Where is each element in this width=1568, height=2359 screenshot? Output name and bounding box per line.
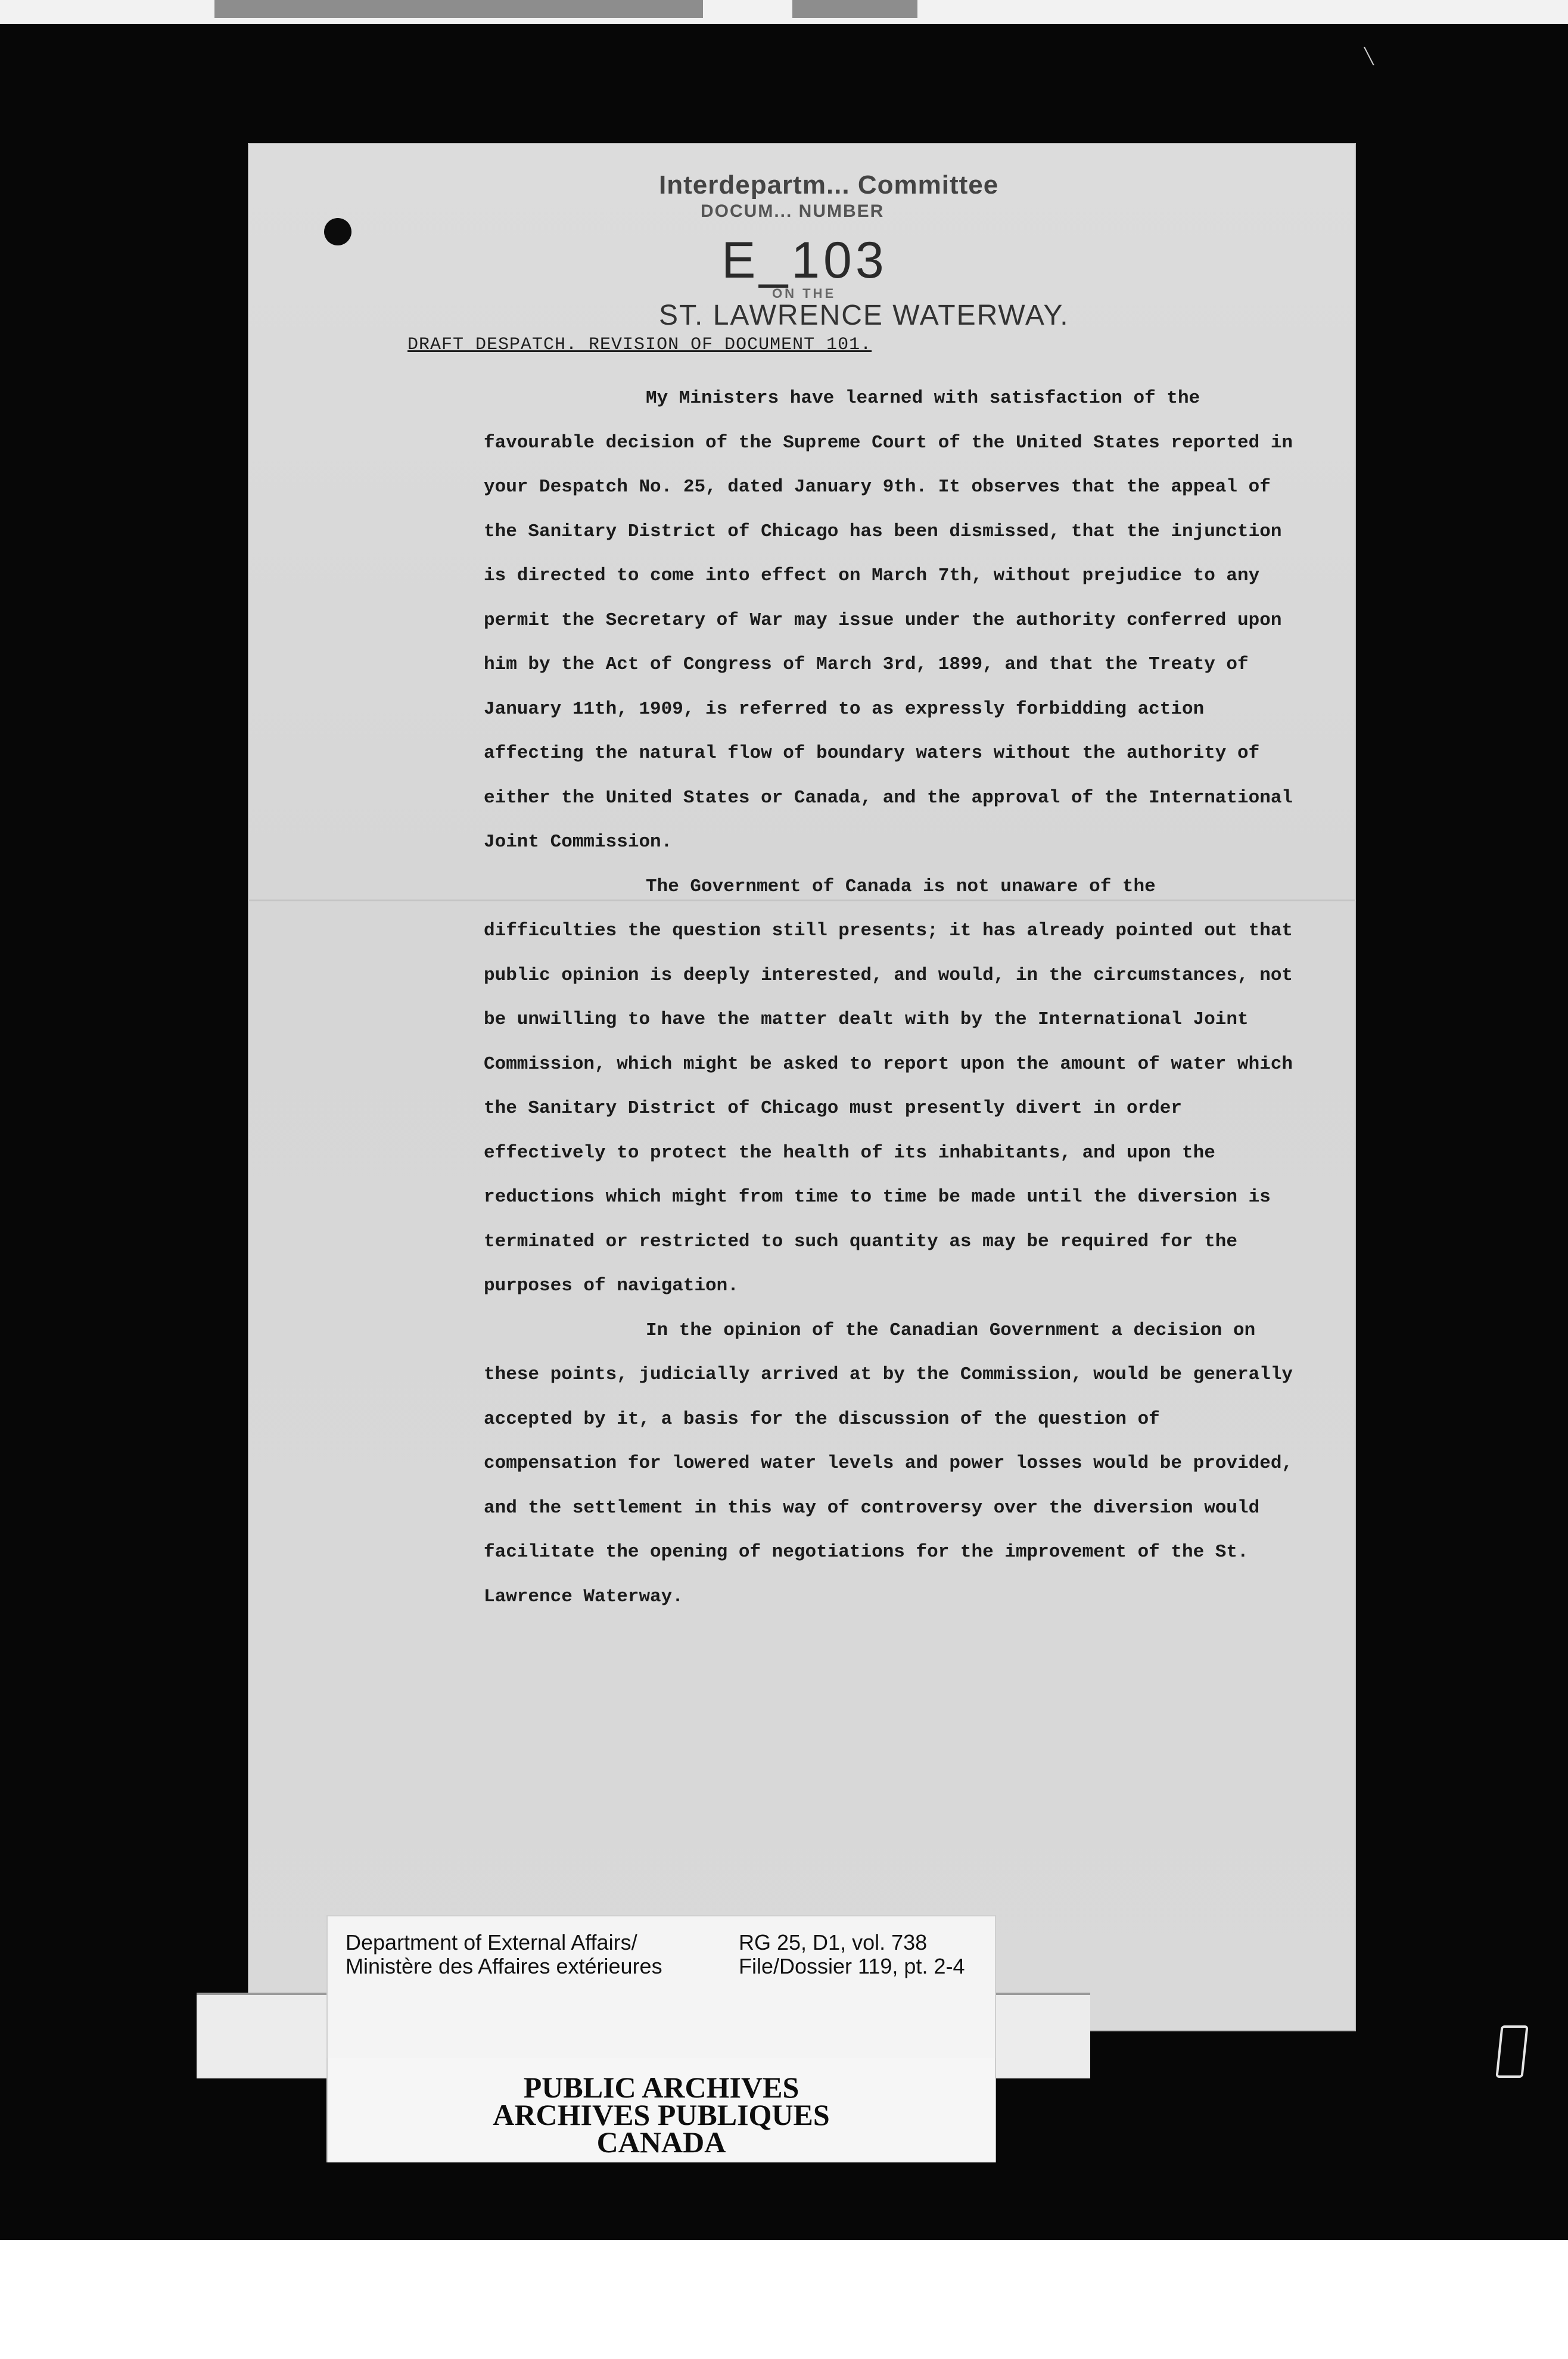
paragraph: The Government of Canada is not unaware of the difficulties the question still presents; it has already pointed out that public opinion is deeply interested, and would, in the circumstances, not be unwilling to have the matter dealt with by the International Joint Commission, which might be asked to report upon the amount of water which the Sanitary District of Chicago must presently divert in order effectively to protect the health of its inhabitants, and upon the reductions which might from time to time be made until the diversion is terminated or restricted to such quantity as may be required for the purposes of navigation. — [484, 876, 1293, 1296]
film-edge-smudge — [792, 0, 917, 18]
department-en: Department of External Affairs/ — [346, 1930, 637, 1955]
department-name — [346, 1931, 662, 1978]
film-bottom-edge — [0, 2240, 1568, 2359]
film-speck: ╲ — [1364, 48, 1374, 66]
archive-line-en: PUBLIC ARCHIVES — [523, 2071, 799, 2104]
committee-stamp-line3: ON THE — [772, 286, 836, 301]
committee-stamp-line4: ST. LAWRENCE WATERWAY. — [659, 300, 1069, 331]
archive-line-country: CANADA — [596, 2125, 726, 2159]
record-group: RG 25, D1, vol. 738 — [739, 1930, 928, 1955]
film-top-edge — [0, 0, 1568, 24]
film-edge-smudge — [214, 0, 703, 18]
public-archives-stamp — [326, 2058, 996, 2162]
frame-marker — [1495, 2025, 1528, 2078]
paragraph: My Ministers have learned with satisfaction of the favourable decision of the Supreme Court of the United States reported in your Despatch No. 25, dated January 9th. It observes that the appeal of the Sanitary District of Chicago has been dismissed, that the injunction is directed to come into effect on March 7th, without prejudice to any permit the Secretary of War may issue under the authority conferred upon him by the Act of Congress of March 3rd, 1899, and that the Treaty of January 11th, 1909, is referred to as expressly forbidding action affecting the natural flow of boundary waters without the authority of either the United States or Canada, and the approval of the International Joint Commission. — [484, 388, 1293, 852]
punch-hole — [324, 218, 351, 245]
committee-stamp-line1: Interdepartm... Committee — [659, 170, 999, 200]
file-number: File/Dossier 119, pt. 2-4 — [739, 1954, 965, 1978]
document-heading: DRAFT DESPATCH. REVISION OF DOCUMENT 101. — [407, 335, 872, 355]
document-number: E_103 — [721, 232, 888, 289]
file-reference — [739, 1931, 965, 1978]
document-body — [484, 376, 1294, 1619]
document-page — [248, 143, 1356, 2031]
committee-stamp-line2: DOCUM... NUMBER — [701, 201, 885, 221]
paragraph: In the opinion of the Canadian Government a decision on these points, judicially arrived at by the Commission, would be generally accepted by it, a basis for the discussion of the question of compensation for lowered water levels and power losses would be provided, and the settlement in this way of controversy over the diversion would facilitate the opening of negotiations for the improvement of the St. Lawrence Waterway. — [484, 1319, 1293, 1607]
department-fr: Ministère des Affaires extérieures — [346, 1954, 662, 1978]
archive-line-fr: ARCHIVES PUBLIQUES — [493, 2098, 830, 2131]
archive-reference-label — [326, 1915, 996, 2067]
